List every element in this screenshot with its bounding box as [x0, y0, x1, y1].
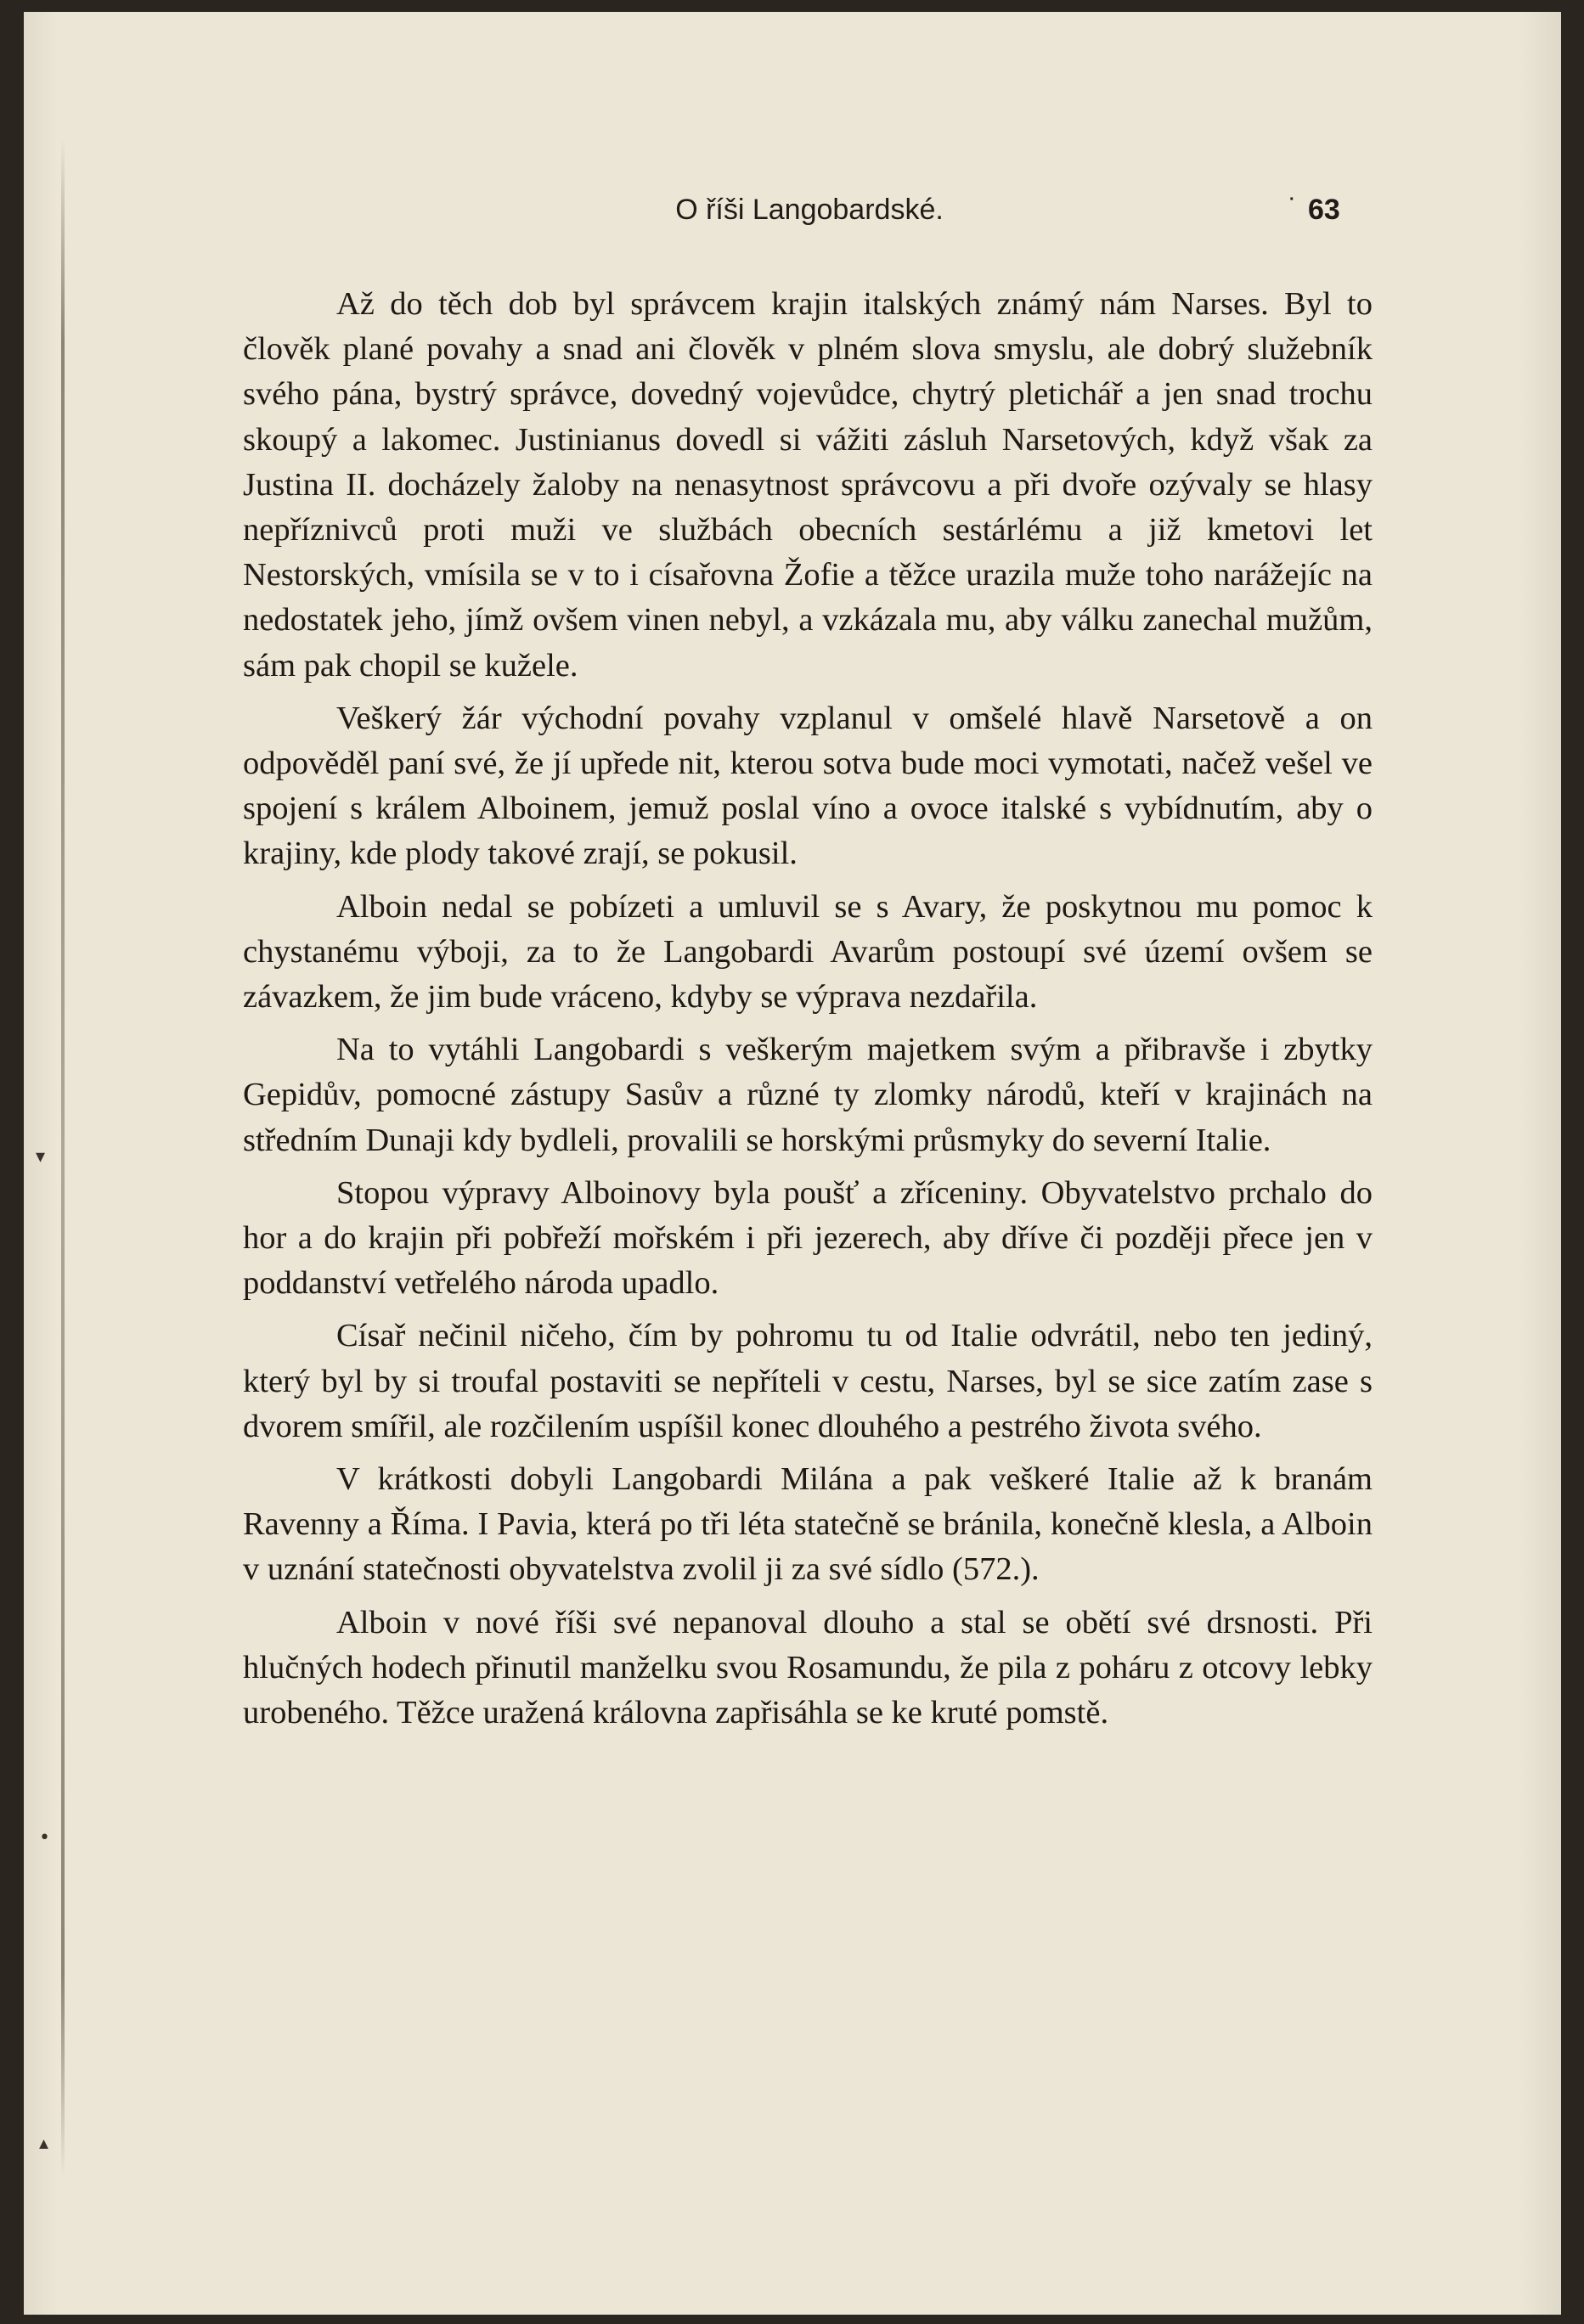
paragraph: Císař nečinil ničeho, čím by pohromu tu od Italie odvrátil, nebo ten jediný, který byl by si troufal postaviti se nepříteli v cestu, Narses, byl se sice zatím zase s dvorem smířil, ale rozčilením uspíšil konec dlouhého a pestrého života svého. [243, 1318, 1373, 1444]
paragraph: Stopou výpravy Alboinovy byla poušť a zříceniny. Obyvatelstvo prchalo do hor a do krajin při pobřeží mořském i při jezerech, aby dříve či později přece jen v poddanství vetřelého národa upadlo. [243, 1174, 1373, 1302]
body-text [243, 282, 1373, 1743]
paragraph: Na to vytáhli Langobardi s veškerým majetkem svým a přibravše i zbytky Gepidův, pomocné zástupy Sasův a různé ty zlomky národů, kteří v krajinách na středním Dunaji kdy bydleli, provalili se horskými průsmyky do severní Italie. [243, 1032, 1373, 1158]
paragraph: Alboin nedal se pobízeti a umluvil se s Avary, že poskytnou mu pomoc k chystanému výboji, za to že Langobardi Avarům postoupí své území ovšem se závazkem, že jim bude vráceno, kdyby se výprava nezdařila. [243, 888, 1373, 1016]
paragraph: Veškerý žár východní povahy vzplanul v omšelé hlavě Narsetově a on odpověděl paní své, že jí upřede nit, kterou sotva bude moci vymotati, načež vešel ve spojení s králem Alboinem, jemuž poslal víno a ovoce italské s vybídnutím, aby o krajiny, kde plody takové zrají, se pokusil. [243, 700, 1373, 872]
binding-shadow [61, 139, 65, 2177]
paragraph: Až do těch dob byl správcem krajin italských známý nám Narses. Byl to člověk plané povahy a snad ani člověk v plném slova smyslu, ale dobrý služebník svého pána, bystrý správce, dovedný vojevůdce, chytrý pletichář a jen snad trochu skoupý a lakomec. Justinianus dovedl si vážiti zásluh Narsetových, když však za Justina II. docházely žaloby na nenasytnost správcovu a při dvoře ozývaly se hlasy nepříznivců proti muži ve službách obecních sestárlému a již kmetovi let Nestorských, vmísila se v to i císařovna Žofie a těžce urazila muže toho narážejíc na nedostatek jeho, jímž ovšem vinen nebyl, a vzkázala mu, aby válku zanechal mužům, sám pak chopil se kužele. [243, 286, 1373, 684]
margin-mark-icon: ▴ [39, 2133, 49, 2154]
margin-mark-icon: ▾ [36, 1146, 46, 1168]
running-title: O říši Langobardské. [675, 194, 944, 226]
speck-mark: · [1289, 190, 1295, 209]
page-number [1289, 190, 1340, 227]
margin-mark-icon: • [39, 1827, 50, 1849]
paragraph: Alboin v nové říši své nepanoval dlouho a stal se obětí své drsnosti. Při hlučných hodech přinutil manželku svou Rosamundu, že pila z poháru z otcovy lebky urobeného. Těžce uražená královna zapřisáhla se ke kruté pomstě. [243, 1604, 1373, 1731]
page-header [24, 190, 1561, 234]
book-page [24, 12, 1561, 2315]
paragraph: V krátkosti dobyli Langobardi Milána a pak veškeré Italie až k branám Ravenny a Říma. I Pavia, která po tři léta statečně se bránila, konečně klesla, a Alboin v uznání statečnosti obyvatelstva zvolil ji za své sídlo (572.). [243, 1461, 1373, 1588]
page-number-value: 63 [1308, 194, 1340, 226]
